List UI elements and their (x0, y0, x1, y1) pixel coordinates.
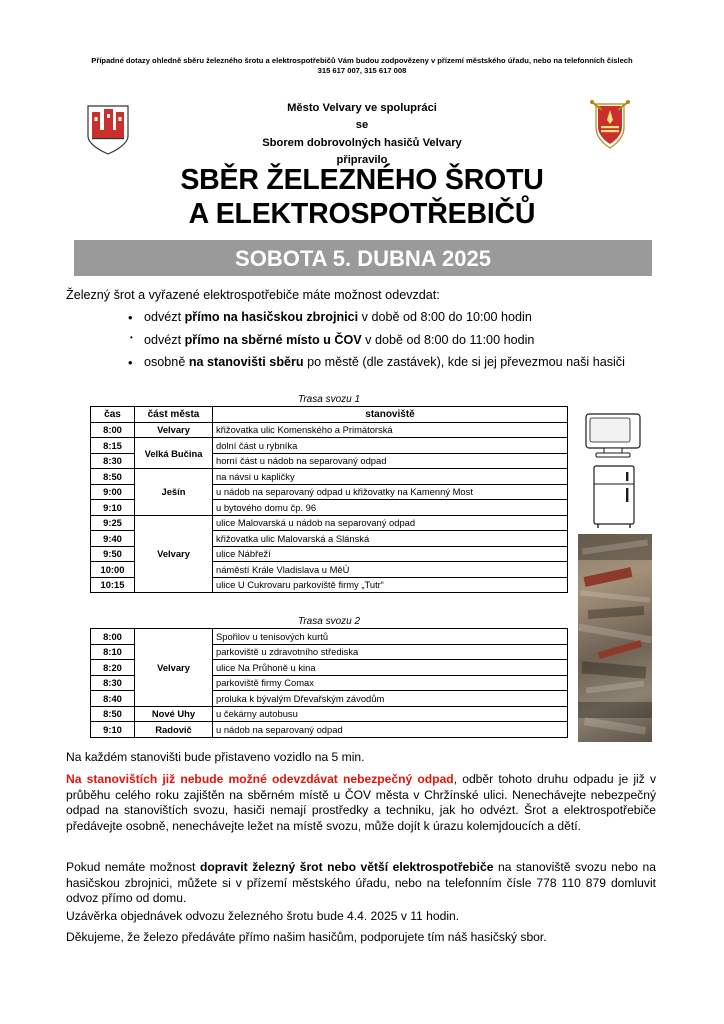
firefighters-emblem (588, 100, 632, 152)
table-row: 8:00 Velvary křižovatka ulic Komenského a Primátorská (91, 422, 568, 438)
bullet-icon: • (130, 332, 133, 342)
table-row: 8:50 Nové Uhy u čekárny autobusu (91, 706, 568, 722)
organizer-line-2: se (355, 119, 369, 132)
bullet-2-post: v době od 8:00 do 11:00 hodin (361, 332, 535, 347)
title-line-2: A ELEKTROSPOTŘEBIČŮ (188, 197, 536, 230)
table-row: 8:00 Velvary Spořilov u tenisových kurtů (91, 629, 568, 645)
velvary-coat-of-arms (86, 104, 130, 156)
list-item (128, 333, 668, 349)
bullet-icon: • (128, 310, 133, 325)
bullet-1-pre: odvézt (144, 310, 185, 324)
bullet-3-pre: osobně (144, 355, 189, 370)
table-header-row (91, 407, 568, 423)
hazardous-warning: Na stanovištích již nebude možné odevzdávat nebezpečný odpad (66, 772, 454, 786)
header-time: čas (91, 407, 135, 423)
header-stop: stanoviště (213, 407, 568, 423)
table-row: 10:00 náměstí Krále Vladislava u MěÚ (91, 562, 568, 578)
table-row: 9:10 Radovič u nádob na separovaný odpad (91, 722, 568, 738)
table-row: 8:20 ulice Na Průhoně u kina (91, 660, 568, 676)
organizer-line-4: připravilo (336, 154, 388, 167)
bullet-3-strong: na stanovišti sběru (188, 355, 304, 370)
route-2-table (90, 628, 568, 738)
table-row: 9:25 Velvary ulice Malovarská u nádob na separovaný odpad (91, 515, 568, 531)
paragraph-pickup-service (66, 860, 656, 925)
bullet-1-post: v době od 8:00 do 10:00 hodin (358, 310, 532, 324)
table-row: 8:50 Ješín na návsi u kapličky (91, 469, 568, 485)
route-1-table (90, 406, 568, 593)
hazardous-rest: , odběr tohoto druhu odpadu je již v průběhu celého roku zajištěn na sběrném místě u ČOV města v Chržínské ulici. Nenechávejte nebezpečný odpad na stanovištích svozu, hasiči nemají prostředky a techniku, jak ho odvézt. Šrot a elektrospotřebiče předávejte osobně, nenechávejte ležet na místě svozu, může dojít k úrazu kolemjdoucích a dětí. (66, 772, 656, 834)
list-item (128, 355, 668, 371)
bullet-icon: • (128, 355, 133, 371)
header-district: část města (135, 407, 213, 423)
contact-note: Případné dotazy ohledně sběru železného šrotu a elektrospotřebičů Vám budou zodpovězeny v přízemí městského úřadu, nebo na telefonních číslech 315 617 007, 315 617 008 (91, 56, 633, 76)
table-row: 8:10 parkoviště u zdravotního střediska (91, 644, 568, 660)
table-row: 9:00 u nádob na separovaný odpad u křižovatky na Kamenný Most (91, 484, 568, 500)
bullet-2-strong: přímo na sběrné místo u ČOV (184, 332, 362, 347)
paragraph-vehicle-wait: Na každém stanovišti bude přistaveno vozidlo na 5 min. (66, 750, 365, 764)
table-row: 9:50 ulice Nábřeží (91, 546, 568, 562)
organizers-block (140, 100, 584, 169)
page-title (62, 164, 662, 231)
organizer-line-1: Město Velvary ve spolupráci (287, 102, 437, 114)
intro-text: Železný šrot a vyřazené elektrospotřebiče máte možnost odevzdat: (66, 288, 440, 302)
event-date: SOBOTA 5. DUBNA 2025 (235, 246, 491, 271)
table-row: 8:30 parkoviště firmy Comax (91, 675, 568, 691)
list-item (128, 310, 668, 326)
paragraph-thanks: Děkujeme, že železo předáváte přímo našim hasičům, podporujete tím náš hasičský sbor. (66, 930, 547, 944)
route-2-caption: Trasa svozu 2 (297, 616, 361, 627)
appliances-illustration (578, 408, 652, 532)
bullet-2-pre: odvézt (144, 332, 185, 347)
paragraph-hazardous-waste (66, 772, 656, 835)
title-line-1: SBĚR ŽELEZNÉHO ŠROTU (180, 164, 544, 196)
pickup-pre: Pokud nemáte možnost (66, 860, 200, 874)
table-row: 8:30 horní část u nádob na separovaný odpad (91, 453, 568, 469)
options-list (128, 310, 668, 378)
table-row: 9:10 u bytového domu čp. 96 (91, 500, 568, 516)
pickup-deadline: Uzávěrka objednávek odvozu železného šrotu bude 4.4. 2025 v 11 hodin. (66, 909, 460, 924)
bullet-3-post: po městě (dle zastávek), kde si jej převezmou naši hasiči (303, 355, 625, 370)
pickup-bold: dopravit železný šrot nebo větší elektrospotřebiče (199, 860, 494, 874)
pickup-post: na stanoviště svozu nebo na hasičskou zbrojnici, můžete si v přízemí městského úřadu, nebo na telefonním čísle 778 110 879 domluvit odvoz přímo od domu. (66, 860, 657, 906)
table-row: 9:40 křižovatka ulic Malovarská a Slánská (91, 531, 568, 547)
route-1-caption: Trasa svozu 1 (297, 394, 361, 405)
table-row: 10:15 ulice U Cukrovaru parkoviště firmy „Tutr“ (91, 577, 568, 593)
route-2-block (90, 616, 568, 738)
scrap-metal-photo (578, 534, 652, 742)
route-1-block (90, 394, 568, 593)
organizer-line-3: Sborem dobrovolných hasičů Velvary (262, 136, 462, 149)
table-row: 8:40 proluka k bývalým Dřevařským závodům (91, 691, 568, 707)
bullet-1-strong: přímo na hasičskou zbrojnici (184, 310, 359, 324)
table-row: 8:15 Velká Bučina dolní část u rybníka (91, 438, 568, 454)
